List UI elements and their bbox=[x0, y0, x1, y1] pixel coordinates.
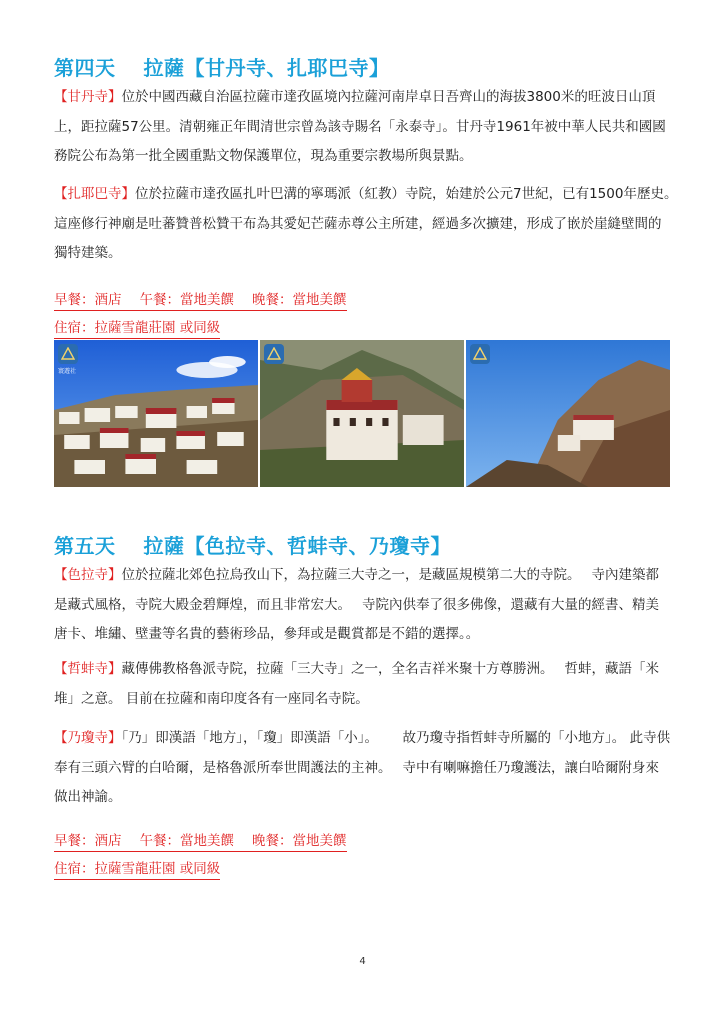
day5-p2-text: 藏傳佛教格魯派寺院，拉薩「三大寺」之一，全名吉祥米聚十方尊勝洲。 哲蚌，藏語「米堆」之意。 目前在拉薩和南印度各有一座同名寺院。 bbox=[54, 661, 660, 707]
day4-p1-text: 位於中國西藏自治區拉薩市達孜區境內拉薩河南岸卓日吾齊山的海拔3800米的旺波日山頂上，距拉薩57公里。清朝雍正年間清世宗曾為該寺賜名「永泰寺」。甘丹寺1961年被中華人民共和國國務院公布為第一批全國重點文物保護單位，現為重要宗教場所與景點。 bbox=[54, 89, 666, 164]
day5-paragraph-sera bbox=[54, 561, 672, 650]
page-number: 4 bbox=[359, 956, 366, 967]
day4-p1-lead: 【甘丹寺】 bbox=[54, 89, 122, 105]
day5-p3-lead: 【乃瓊寺】 bbox=[54, 730, 122, 746]
day5-title: 第五天 拉薩【色拉寺、哲蚌寺、乃瓊寺】 bbox=[54, 534, 451, 558]
logo-icon bbox=[58, 344, 78, 364]
day4-meals bbox=[54, 288, 347, 311]
day5-hotel: 住宿：拉薩雪龍莊園 或同級 bbox=[54, 857, 220, 880]
photo-strip bbox=[54, 340, 670, 487]
day4-paragraph-ganden bbox=[54, 83, 672, 172]
day5-breakfast: 早餐：酒店 bbox=[54, 833, 122, 849]
yerpa-temple-image bbox=[260, 340, 464, 487]
yerpa-hillside-image bbox=[466, 340, 670, 487]
day5-p1-text: 位於拉薩北郊色拉烏孜山下，為拉薩三大寺之一，是藏區規模第二大的寺院。 寺內建築都是藏式風格，寺院大殿金碧輝煌，而且非常宏大。 寺院內供奉了很多佛像，還藏有大量的經書、精美唐卡、堆繡、壁畫等名貴的藝術珍品，參拜或是觀賞都是不錯的選擇。。 bbox=[54, 567, 660, 642]
photo-ganden-monastery bbox=[54, 340, 258, 487]
day4-paragraph-yerpa bbox=[54, 180, 689, 269]
day5-paragraph-drepung bbox=[54, 655, 672, 714]
day4-breakfast: 早餐：酒店 bbox=[54, 292, 122, 308]
day4-p2-text: 位於拉薩市達孜區扎叶巴溝的寧瑪派（紅教）寺院，始建於公元7世紀，已有1500年歷史。 這座修行神廟是吐蕃贊普松贊干布為其愛妃芒薩赤尊公主所建，經過多次擴建，形成了嵌於崖縫壁間的獨特建築。 bbox=[54, 186, 689, 261]
ganden-monastery-image bbox=[54, 340, 258, 487]
day5-p2-lead: 【哲蚌寺】 bbox=[54, 661, 122, 677]
day5-dinner: 晚餐：當地美饌 bbox=[252, 833, 347, 849]
day4-title: 第四天 拉薩【甘丹寺、扎耶巴寺】 bbox=[54, 56, 390, 80]
day5-p3-text: 「乃」即漢語「地方」，「瓊」即漢語「小」。 故乃瓊寺指哲蚌寺所屬的「小地方」。 此寺供奉有三頭六臂的白哈爾，是格魯派所奉世間護法的主神。 寺中有喇嘛擔任乃瓊護法，讓白哈爾附身來做出神諭。 bbox=[54, 730, 671, 805]
day5-paragraph-nechung bbox=[54, 724, 672, 813]
logo-text: 寰遊社 bbox=[58, 368, 77, 375]
photo-drak-yerpa-hillside bbox=[466, 340, 670, 487]
photo-drak-yerpa-cliff-temple bbox=[260, 340, 464, 487]
day5-p1-lead: 【色拉寺】 bbox=[54, 567, 122, 583]
day4-hotel: 住宿：拉薩雪龍莊園 或同級 bbox=[54, 316, 220, 339]
day5-meals bbox=[54, 829, 347, 852]
logo-icon bbox=[264, 344, 284, 364]
day4-dinner: 晚餐：當地美饌 bbox=[252, 292, 347, 308]
day5-lunch: 午餐：當地美饌 bbox=[139, 833, 234, 849]
day4-p2-lead: 【扎耶巴寺】 bbox=[54, 186, 135, 202]
day4-lunch: 午餐：當地美饌 bbox=[139, 292, 234, 308]
logo-icon bbox=[470, 344, 490, 364]
